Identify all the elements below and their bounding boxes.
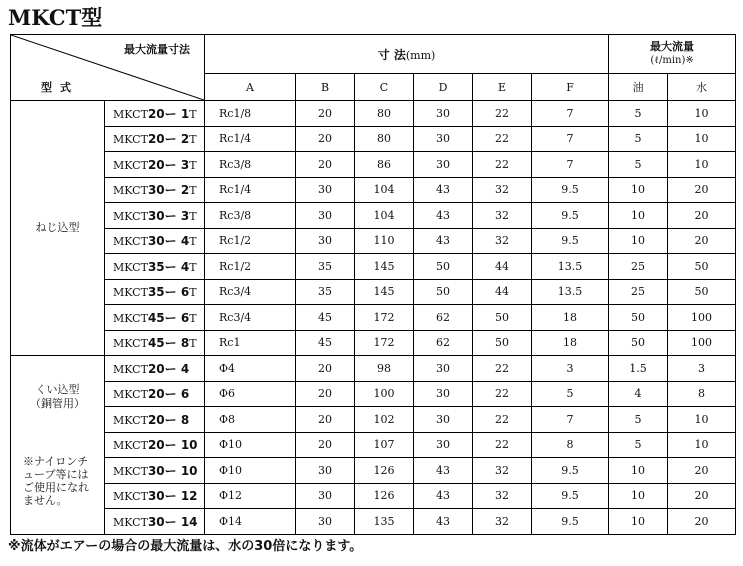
type-note-line: ューブ等には xyxy=(23,467,89,481)
model-cell xyxy=(105,381,205,407)
cell-water: 10 xyxy=(668,407,736,433)
cell-C: 80 xyxy=(355,101,414,127)
cell-F: 7 xyxy=(532,407,609,433)
cell-A: Rc3/8 xyxy=(205,152,296,178)
model-number: 20ー 10 xyxy=(147,438,198,453)
model-cell xyxy=(105,330,205,356)
cell-C: 145 xyxy=(355,279,414,305)
model-number: 30ー 14 xyxy=(147,514,198,529)
model-cell xyxy=(105,305,205,331)
cell-D: 43 xyxy=(414,483,473,509)
page-title: MKCT型 xyxy=(8,5,103,30)
cell-F: 8 xyxy=(532,432,609,458)
model-cell xyxy=(105,228,205,254)
table-row xyxy=(11,177,736,203)
column-header-D: D xyxy=(414,74,473,101)
cell-B: 30 xyxy=(296,509,355,535)
cell-F: 9.5 xyxy=(532,203,609,229)
cell-B: 30 xyxy=(296,483,355,509)
cell-C: 110 xyxy=(355,228,414,254)
cell-F: 13.5 xyxy=(532,254,609,280)
cell-A: Φ6 xyxy=(205,381,296,407)
cell-F: 9.5 xyxy=(532,509,609,535)
column-header-A: A xyxy=(205,74,296,101)
model-number: 20ー 8 xyxy=(147,412,190,427)
model-suffix: T xyxy=(189,107,197,121)
cell-oil: 10 xyxy=(609,458,668,484)
model-cell xyxy=(105,407,205,433)
model-prefix: MKCT xyxy=(113,184,148,198)
model-prefix: MKCT xyxy=(113,413,148,427)
model-prefix: MKCT xyxy=(113,158,148,172)
type-cell xyxy=(11,356,105,535)
model-prefix: MKCT xyxy=(113,439,148,453)
table-row xyxy=(11,356,736,382)
cell-water: 100 xyxy=(668,330,736,356)
cell-D: 43 xyxy=(414,228,473,254)
cell-F: 9.5 xyxy=(532,228,609,254)
cell-D: 30 xyxy=(414,432,473,458)
type-note-line: ません。 xyxy=(23,493,68,507)
table-row xyxy=(11,101,736,127)
model-cell xyxy=(105,356,205,382)
header-dimensions xyxy=(205,35,609,74)
cell-C: 104 xyxy=(355,177,414,203)
cell-F: 9.5 xyxy=(532,458,609,484)
model-number: 30ー 12 xyxy=(147,489,198,504)
cell-oil: 5 xyxy=(609,152,668,178)
table-row xyxy=(11,254,736,280)
table-row xyxy=(11,203,736,229)
cell-water: 20 xyxy=(668,228,736,254)
cell-D: 30 xyxy=(414,407,473,433)
cell-E: 32 xyxy=(473,177,532,203)
model-prefix: MKCT xyxy=(113,464,148,478)
cell-E: 44 xyxy=(473,279,532,305)
cell-B: 20 xyxy=(296,432,355,458)
table-row xyxy=(11,305,736,331)
cell-oil: 25 xyxy=(609,254,668,280)
cell-water: 10 xyxy=(668,101,736,127)
cell-A: Rc1/8 xyxy=(205,101,296,127)
model-number: 20ー 2 xyxy=(147,132,190,147)
type-note-line: ご使用になれ xyxy=(23,480,89,494)
dimensions-label: 寸 法 xyxy=(377,47,406,62)
spec-table xyxy=(10,34,736,535)
cell-oil: 50 xyxy=(609,330,668,356)
cell-D: 43 xyxy=(414,177,473,203)
cell-A: Φ14 xyxy=(205,509,296,535)
model-cell xyxy=(105,101,205,127)
model-number: 20ー 3 xyxy=(147,157,190,172)
cell-F: 9.5 xyxy=(532,483,609,509)
column-header-C: C xyxy=(355,74,414,101)
cell-D: 62 xyxy=(414,330,473,356)
model-prefix: MKCT xyxy=(113,311,148,325)
cell-oil: 25 xyxy=(609,279,668,305)
footnote: ※流体がエアーの場合の最大流量は、水の30倍になります。 xyxy=(8,539,363,554)
cell-F: 5 xyxy=(532,381,609,407)
cell-A: Rc1 xyxy=(205,330,296,356)
cell-A: Rc3/4 xyxy=(205,279,296,305)
table-row xyxy=(11,228,736,254)
model-prefix: MKCT xyxy=(113,260,148,274)
table-row xyxy=(11,152,736,178)
cell-oil: 10 xyxy=(609,177,668,203)
cell-C: 86 xyxy=(355,152,414,178)
model-prefix: MKCT xyxy=(113,286,148,300)
cell-D: 50 xyxy=(414,254,473,280)
cell-water: 20 xyxy=(668,203,736,229)
header-corner-top-label: 最大流量寸法 xyxy=(124,43,190,56)
max-flow-label: 最大流量 xyxy=(650,40,695,53)
cell-E: 50 xyxy=(473,330,532,356)
cell-E: 22 xyxy=(473,407,532,433)
cell-oil: 4 xyxy=(609,381,668,407)
table-row xyxy=(11,126,736,152)
cell-C: 102 xyxy=(355,407,414,433)
cell-E: 22 xyxy=(473,432,532,458)
cell-B: 20 xyxy=(296,356,355,382)
type-note xyxy=(11,455,104,507)
cell-C: 126 xyxy=(355,458,414,484)
cell-C: 98 xyxy=(355,356,414,382)
model-number: 35ー 6 xyxy=(147,285,190,300)
cell-C: 100 xyxy=(355,381,414,407)
cell-water: 20 xyxy=(668,458,736,484)
cell-B: 20 xyxy=(296,407,355,433)
model-number: 30ー 3 xyxy=(147,208,190,223)
cell-A: Rc1/2 xyxy=(205,254,296,280)
column-header-F: F xyxy=(532,74,609,101)
model-cell xyxy=(105,509,205,535)
cell-C: 126 xyxy=(355,483,414,509)
model-number: 45ー 8 xyxy=(147,336,190,351)
cell-D: 50 xyxy=(414,279,473,305)
cell-F: 13.5 xyxy=(532,279,609,305)
cell-E: 22 xyxy=(473,101,532,127)
model-number: 45ー 6 xyxy=(147,310,190,325)
cell-F: 7 xyxy=(532,152,609,178)
cell-oil: 5 xyxy=(609,101,668,127)
table-row xyxy=(11,407,736,433)
table-row xyxy=(11,330,736,356)
type-note-line: ※ナイロンチ xyxy=(23,454,89,468)
model-prefix: MKCT xyxy=(113,388,148,402)
cell-D: 43 xyxy=(414,509,473,535)
table-row xyxy=(11,381,736,407)
cell-F: 7 xyxy=(532,101,609,127)
cell-D: 30 xyxy=(414,101,473,127)
model-number: 20ー 6 xyxy=(147,387,190,402)
column-header-E: E xyxy=(473,74,532,101)
cell-E: 32 xyxy=(473,458,532,484)
cell-water: 10 xyxy=(668,152,736,178)
cell-D: 30 xyxy=(414,381,473,407)
cell-water: 100 xyxy=(668,305,736,331)
model-cell xyxy=(105,126,205,152)
model-suffix: T xyxy=(189,337,197,351)
cell-D: 30 xyxy=(414,356,473,382)
cell-F: 18 xyxy=(532,305,609,331)
cell-E: 22 xyxy=(473,356,532,382)
model-suffix: T xyxy=(189,133,197,147)
cell-A: Φ4 xyxy=(205,356,296,382)
column-header-water: 水 xyxy=(668,74,736,101)
table-row xyxy=(11,432,736,458)
cell-A: Φ10 xyxy=(205,432,296,458)
cell-B: 30 xyxy=(296,177,355,203)
cell-B: 30 xyxy=(296,203,355,229)
cell-E: 32 xyxy=(473,203,532,229)
table-row xyxy=(11,509,736,535)
cell-C: 145 xyxy=(355,254,414,280)
column-header-oil: 油 xyxy=(609,74,668,101)
cell-oil: 10 xyxy=(609,483,668,509)
cell-water: 8 xyxy=(668,381,736,407)
cell-D: 43 xyxy=(414,458,473,484)
cell-D: 62 xyxy=(414,305,473,331)
model-cell xyxy=(105,177,205,203)
cell-F: 3 xyxy=(532,356,609,382)
cell-B: 20 xyxy=(296,152,355,178)
cell-D: 30 xyxy=(414,126,473,152)
model-suffix: T xyxy=(189,311,197,325)
model-number: 30ー 4 xyxy=(147,234,190,249)
model-suffix: T xyxy=(189,235,197,249)
cell-F: 18 xyxy=(532,330,609,356)
model-prefix: MKCT xyxy=(113,490,148,504)
model-cell xyxy=(105,254,205,280)
model-cell xyxy=(105,432,205,458)
cell-water: 20 xyxy=(668,483,736,509)
model-suffix: T xyxy=(189,260,197,274)
cell-F: 9.5 xyxy=(532,177,609,203)
cell-oil: 5 xyxy=(609,432,668,458)
cell-E: 44 xyxy=(473,254,532,280)
cell-E: 32 xyxy=(473,509,532,535)
cell-F: 7 xyxy=(532,126,609,152)
cell-B: 30 xyxy=(296,458,355,484)
cell-oil: 5 xyxy=(609,407,668,433)
cell-D: 43 xyxy=(414,203,473,229)
cell-water: 50 xyxy=(668,279,736,305)
type-cell xyxy=(11,101,105,356)
model-prefix: MKCT xyxy=(113,209,148,223)
model-prefix: MKCT xyxy=(113,337,148,351)
cell-oil: 10 xyxy=(609,228,668,254)
cell-B: 20 xyxy=(296,101,355,127)
cell-C: 135 xyxy=(355,509,414,535)
model-prefix: MKCT xyxy=(113,235,148,249)
cell-C: 172 xyxy=(355,330,414,356)
cell-B: 35 xyxy=(296,254,355,280)
model-prefix: MKCT xyxy=(113,107,148,121)
model-prefix: MKCT xyxy=(113,515,148,529)
model-cell xyxy=(105,279,205,305)
type-sublabel: （銅管用） xyxy=(30,396,85,410)
model-suffix: T xyxy=(189,209,197,223)
model-suffix: T xyxy=(189,184,197,198)
cell-A: Rc1/4 xyxy=(205,126,296,152)
cell-E: 22 xyxy=(473,152,532,178)
model-cell xyxy=(105,483,205,509)
table-row xyxy=(11,483,736,509)
cell-B: 30 xyxy=(296,228,355,254)
model-prefix: MKCT xyxy=(113,133,148,147)
cell-water: 20 xyxy=(668,509,736,535)
cell-oil: 10 xyxy=(609,203,668,229)
header-max-flow xyxy=(609,35,736,74)
type-label: ねじ込型 xyxy=(35,221,80,234)
cell-water: 10 xyxy=(668,432,736,458)
cell-water: 20 xyxy=(668,177,736,203)
model-cell xyxy=(105,152,205,178)
cell-D: 30 xyxy=(414,152,473,178)
cell-water: 10 xyxy=(668,126,736,152)
cell-C: 80 xyxy=(355,126,414,152)
cell-A: Φ8 xyxy=(205,407,296,433)
cell-A: Rc1/2 xyxy=(205,228,296,254)
cell-oil: 50 xyxy=(609,305,668,331)
cell-oil: 10 xyxy=(609,509,668,535)
cell-E: 32 xyxy=(473,228,532,254)
model-number: 35ー 4 xyxy=(147,259,190,274)
cell-water: 3 xyxy=(668,356,736,382)
cell-E: 22 xyxy=(473,126,532,152)
cell-A: Φ10 xyxy=(205,458,296,484)
table-row xyxy=(11,458,736,484)
cell-A: Φ12 xyxy=(205,483,296,509)
table-row xyxy=(11,279,736,305)
cell-E: 50 xyxy=(473,305,532,331)
cell-water: 50 xyxy=(668,254,736,280)
model-cell xyxy=(105,203,205,229)
cell-E: 32 xyxy=(473,483,532,509)
cell-A: Rc3/4 xyxy=(205,305,296,331)
type-label: くい込型 xyxy=(35,382,80,396)
cell-B: 20 xyxy=(296,381,355,407)
model-number: 30ー 2 xyxy=(147,183,190,198)
column-header-B: B xyxy=(296,74,355,101)
cell-oil: 5 xyxy=(609,126,668,152)
cell-A: Rc1/4 xyxy=(205,177,296,203)
cell-C: 172 xyxy=(355,305,414,331)
header-corner-bottom-label: 型式 xyxy=(41,81,79,94)
max-flow-unit: (ℓ/min)※ xyxy=(650,55,694,66)
cell-B: 45 xyxy=(296,330,355,356)
model-suffix: T xyxy=(189,158,197,172)
cell-B: 45 xyxy=(296,305,355,331)
header-corner xyxy=(11,35,205,101)
cell-B: 20 xyxy=(296,126,355,152)
cell-C: 104 xyxy=(355,203,414,229)
cell-C: 107 xyxy=(355,432,414,458)
cell-E: 22 xyxy=(473,381,532,407)
model-prefix: MKCT xyxy=(113,362,148,376)
model-cell xyxy=(105,458,205,484)
model-number: 20ー 1 xyxy=(147,106,190,121)
dimensions-unit: (mm) xyxy=(405,48,436,62)
cell-A: Rc3/8 xyxy=(205,203,296,229)
cell-oil: 1.5 xyxy=(609,356,668,382)
model-number: 20ー 4 xyxy=(147,361,190,376)
model-suffix: T xyxy=(189,286,197,300)
cell-B: 35 xyxy=(296,279,355,305)
header-row-1 xyxy=(11,35,736,74)
model-number: 30ー 10 xyxy=(147,463,198,478)
